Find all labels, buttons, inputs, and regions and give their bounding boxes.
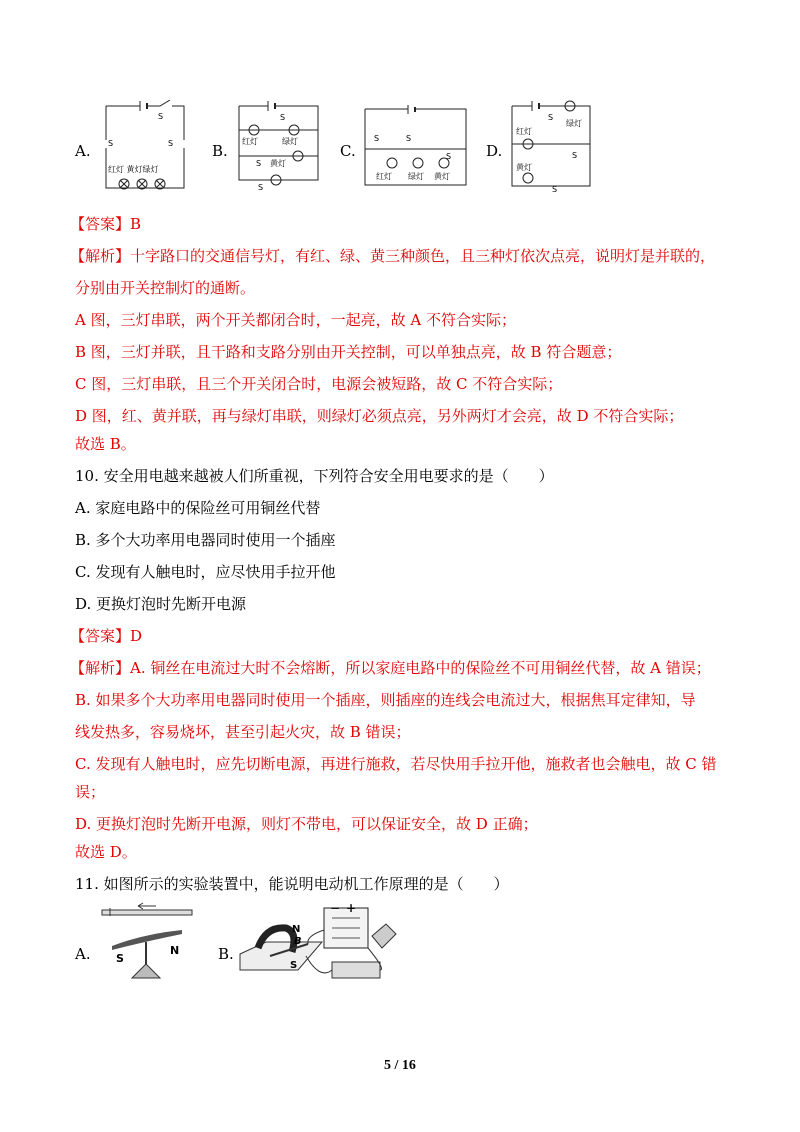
q9-analysis-line: D 图，红、黄并联，再与绿灯串联，则绿灯必须点亮，另外两灯才会亮，故 D 不符合实际； <box>75 407 684 425</box>
option-d-label: D. <box>486 142 503 160</box>
switch-label: S <box>446 152 452 161</box>
lamp-label-green: 绿灯 <box>408 172 424 181</box>
lamp-label-red: 红灯 <box>516 127 532 136</box>
plus-terminal-label: + <box>346 901 357 915</box>
q10-analysis-line: 误； <box>75 783 106 801</box>
pole-s-label: S <box>116 952 124 965</box>
switch-label: S <box>108 139 114 148</box>
circuit-diagram-a <box>98 100 194 192</box>
q11-stem: 11. 如图所示的实验装置中，能说明电动机工作原理的是（ ） <box>75 875 509 893</box>
q10-analysis-line: 【解析】A. 铜丝在电流过大时不会熔断，所以家庭电路中的保险丝不可用铜丝代替，故 A 错误； <box>70 659 711 677</box>
q9-analysis-line: 故选 B。 <box>75 435 136 453</box>
q10-analysis-line: D. 更换灯泡时先断开电源，则灯不带电，可以保证安全，故 D 正确； <box>75 815 538 833</box>
lamp-label-green: 绿灯 <box>282 137 298 146</box>
switch-label: S <box>406 134 412 143</box>
lamp-label-green: 绿灯 <box>566 119 582 128</box>
switch-label: S <box>552 185 558 194</box>
lamp-label-yellow: 黄灯 <box>434 172 450 181</box>
lamp-label-red: 红灯 <box>242 137 258 146</box>
circuit-diagram-b <box>234 100 326 192</box>
pole-n-label: N <box>292 924 301 935</box>
motor-apparatus-figure <box>236 900 406 992</box>
lamp-labels: 红灯 黄灯绿灯 <box>108 165 159 174</box>
switch-label: S <box>158 112 164 121</box>
switch-label: S <box>572 151 578 160</box>
q11-option-b-label: B. <box>218 945 234 963</box>
minus-terminal-label: − <box>330 901 341 915</box>
switch-label: S <box>168 139 174 148</box>
lamp-label-yellow: 黄灯 <box>516 163 532 172</box>
circuit-diagram-d <box>508 100 594 194</box>
compass-needle-figure <box>98 902 198 982</box>
q10-analysis-line: B. 如果多个大功率用电器同时使用一个插座，则插座的连线会电流过大，根据焦耳定律知，导 <box>75 691 696 709</box>
switch-label: S <box>374 134 380 143</box>
q9-analysis-line: C 图，三灯串联，且三个开关闭合时，电源会被短路，故 C 不符合实际； <box>75 375 563 393</box>
pole-s-label: S <box>290 960 298 971</box>
pole-n-label: N <box>170 944 180 957</box>
q10-analysis-line: 故选 D。 <box>75 843 137 861</box>
field-b-label: B <box>294 936 302 947</box>
lamp-label-yellow: 黄灯 <box>270 159 286 168</box>
switch-label: S <box>280 113 286 122</box>
q9-analysis-line: 【解析】十字路口的交通信号灯，有红、绿、黄三种颜色，且三种灯依次点亮，说明灯是并联的， <box>70 247 716 265</box>
q9-answer: 【答案】B <box>70 215 142 233</box>
page-number: 5 / 16 <box>384 1058 416 1073</box>
option-b-label: B. <box>212 142 228 160</box>
q10-option: A. 家庭电路中的保险丝可用铜丝代替 <box>75 499 321 517</box>
q10-stem: 10. 安全用电越来越被人们所重视，下列符合安全用电要求的是（ ） <box>75 467 554 485</box>
switch-label: S <box>258 183 264 192</box>
switch-label: S <box>256 159 262 168</box>
option-c-label: C. <box>340 142 356 160</box>
q9-analysis-line: A 图，三灯串联，两个开关都闭合时，一起亮，故 A 不符合实际； <box>75 311 516 329</box>
q10-analysis-line: C. 发现有人触电时，应先切断电源，再进行施救，若尽快用手拉开他，施救者也会触电，故 C 错 <box>75 755 717 773</box>
q10-answer: 【答案】D <box>70 627 143 645</box>
lamp-label-red: 红灯 <box>376 172 392 181</box>
q10-option: C. 发现有人触电时，应尽快用手拉开他 <box>75 563 336 581</box>
q10-option: B. 多个大功率用电器同时使用一个插座 <box>75 531 336 549</box>
q9-analysis-line: B 图，三灯并联，且干路和支路分别由开关控制，可以单独点亮，故 B 符合题意； <box>75 343 622 361</box>
q9-analysis-line: 分别由开关控制灯的通断。 <box>75 279 256 297</box>
q10-option: D. 更换灯泡时先断开电源 <box>75 595 247 613</box>
circuit-diagram-c <box>362 105 470 193</box>
switch-label: S <box>548 113 554 122</box>
q10-analysis-line: 线发热多，容易烧坏，甚至引起火灾，故 B 错误； <box>75 723 411 741</box>
option-a-label: A. <box>75 142 91 160</box>
q11-option-a-label: A. <box>75 945 91 963</box>
